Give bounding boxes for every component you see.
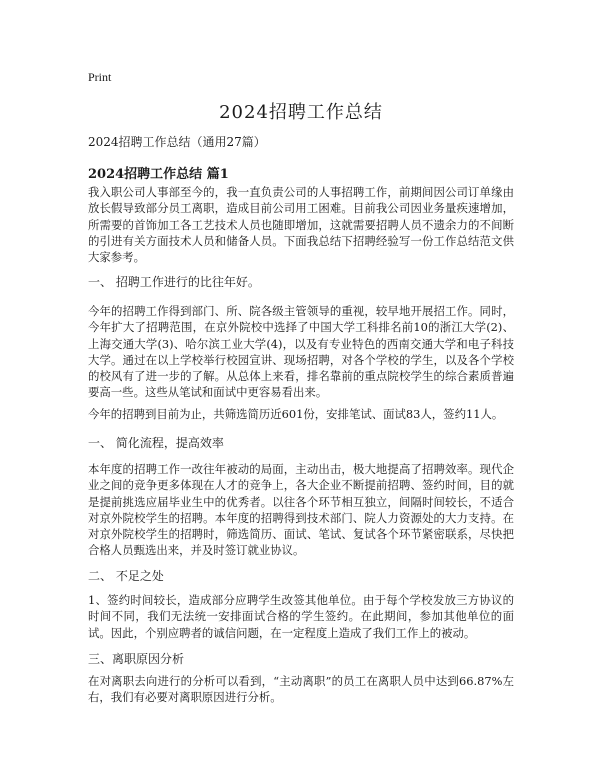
heading-shortcomings: 二、 不足之处 — [88, 569, 164, 583]
paragraph-intro: 我入职公司人事部至今的，我一直负责公司的人事招聘工作，前期间因公司订单缘由放长假导致部分员工离职，造成目前公司用工困难。目前我公司因业务量疾速增加，所需要的首饰加工各工艺技术人员也随即增加，这就需要招聘人员不遗余力的不间断的引进有关方面技术人员和储备人员。下面我总结下招聘经验写一份工作总结范文供大家参考。 — [88, 185, 514, 265]
paragraph-shortcomings: 1、签约时间较长，造成部分应聘学生改签其他单位。由于每个学校发放三方协议的时间不同，我们无法统一安排面试合格的学生签约。在此期间，参加其他单位的面试。因此，个别应聘者的诚信问题，在一定程度上造成了我们工作上的被动。 — [88, 593, 514, 640]
section-title: 2024招聘工作总结 篇1 — [88, 167, 229, 182]
paragraph-efficiency: 本年度的招聘工作一改往年被动的局面，主动出击，极大地提高了招聘效率。现代企业之间的竞争更多体现在人才的竞争上，各大企业不断提前招聘、签约时间，目的就是提前挑选应届毕业生中的优秀者。以往各个环节相互独立，间隔时间较长，不适合对京外院校学生的招聘。本年度的招聘得到技术部门、院人力资源处的大力支持。在对京外院校学生的招聘时，筛选简历、面试、笔试、复试各个环节紧密联系，尽快把合格人员甄选出来，并及时签订就业协议。 — [88, 462, 514, 558]
document-title: 2024招聘工作总结 — [219, 102, 383, 123]
paragraph-stats: 今年的招聘到目前为止，共筛选简历近601份，安排笔试、面试83人，签约11人。 — [88, 407, 504, 421]
paragraph-turnover: 在对离职去向进行的分析可以看到，“主动离职”的员工在离职人员中达到66.87%左右，我们有必要对离职原因进行分析。 — [88, 674, 514, 705]
paragraph-progress: 今年的招聘工作得到部门、所、院各级主管领导的重视，较早地开展招工作。同时，今年扩大了招聘范围，在京外院校中选择了中国大学工科排名前10的浙江大学(2)、上海交通大学(3)、哈尔滨工业大学(4)，以及有专业特色的西南交通大学和电子科技大学。通过在以上学校举行校园宣讲、现场招聘，对各个学校的学生，以及各个学校的校风有了进一步的了解。从总体上来看，排名靠前的重点院校学生的综合素质普遍要高一些。这些从笔试和面试中更容易看出来。 — [88, 304, 514, 400]
heading-turnover: 三、离职原因分析 — [88, 652, 185, 666]
print-label[interactable]: Print — [88, 70, 112, 84]
heading-progress: 一、 招聘工作进行的比往年好。 — [88, 275, 260, 289]
document-subtitle: 2024招聘工作总结（通用27篇） — [88, 135, 266, 149]
heading-efficiency: 一、 简化流程，提高效率 — [88, 436, 224, 450]
